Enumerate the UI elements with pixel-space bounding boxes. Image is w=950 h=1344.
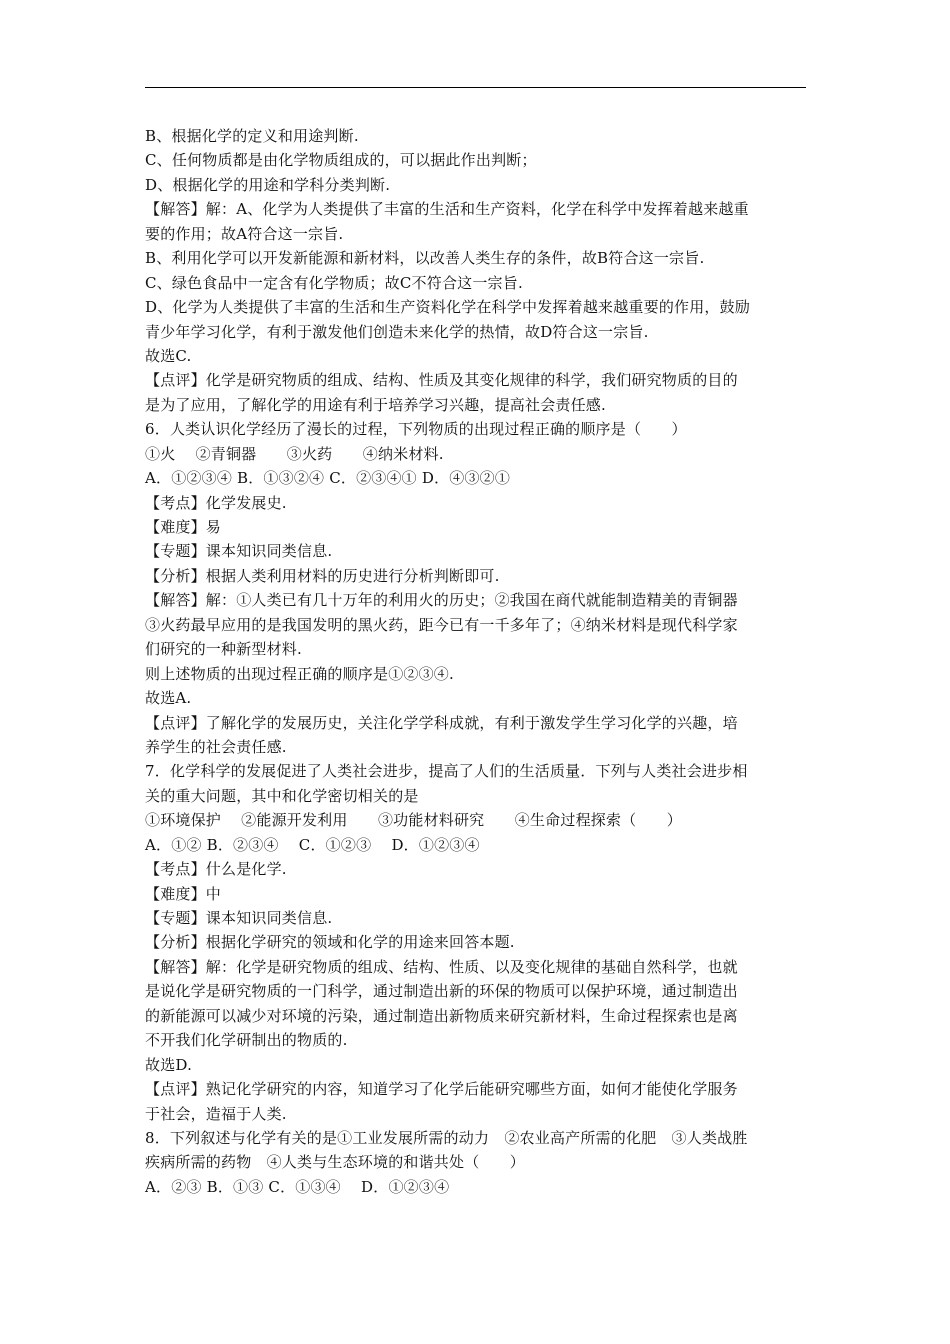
text-line: C、绿色食品中一定含有化学物质；故C不符合这一宗旨. [145,273,523,292]
text-line: A．①② B．②③④ C．①②③ D．①②③④ [145,835,480,854]
text-line: 们研究的一种新型材料. [145,640,302,659]
text-line: 8．下列叙述与化学有关的是①工业发展所需的动力 ②农业高产所需的化肥 ③人类战胜 [145,1128,748,1147]
document-body [145,124,810,1199]
text-line: 不开我们化学研制出的物质的. [145,1031,348,1050]
text-line: A．②③ B．①③ C．①③④ D．①②③④ [145,1177,450,1196]
text-line: 7．化学科学的发展促进了人类社会进步，提高了人们的生活质量．下列与人类社会进步相 [145,762,748,781]
text-line: 是说化学是研究物质的一门科学，通过制造出新的环保的物质可以保护环境，通过制造出 [145,982,738,1001]
text-line: 【点评】了解化学的发展历史，关注化学学科成就，有利于激发学生学习化学的兴趣，培 [145,713,738,732]
text-line: 6．人类认识化学经历了漫长的过程，下列物质的出现过程正确的顺序是（ ） [145,420,687,439]
text-line: 的新能源可以减少对环境的污染，通过制造出新物质来研究新材料，生命过程探索也是离 [145,1006,738,1025]
text-line: 【难度】中 [145,884,222,903]
text-line: 【难度】易 [145,518,222,536]
text-line: D、化学为人类提供了丰富的生活和生产资料化学在科学中发挥着越来越重要的作用，鼓励 [145,298,751,317]
text-line: B、根据化学的定义和用途判断. [145,127,359,145]
text-line: 【专题】课本知识同类信息. [145,542,333,561]
text-line: A．①②③④ B．①③②④ C．②③④① D．④③②① [145,469,511,488]
text-line: 关的重大问题，其中和化学密切相关的是 [145,786,419,805]
text-line: 故选C. [145,346,192,365]
text-line: 故选D. [145,1055,193,1074]
text-line: B、利用化学可以开发新能源和新材料，以改善人类生存的条件，故B符合这一宗旨. [145,249,705,268]
text-line: 养学生的社会责任感. [145,737,287,756]
text-line: D、根据化学的用途和学科分类判断. [145,175,391,194]
text-line: 【分析】根据人类利用材料的历史进行分析判断即可. [145,566,500,585]
text-line: 【解答】解：A、化学为人类提供了丰富的生活和生产资料，化学在科学中发挥着越来越重 [145,200,749,219]
text-line: ①环境保护 ②能源开发利用 ③功能材料研究 ④生命过程探索（ ） [145,811,682,830]
text-line: 是为了应用，了解化学的用途有利于培养学习兴趣，提高社会责任感. [145,395,606,414]
text-line: ③火药最早应用的是我国发明的黑火药，距今已有一千多年了；④纳米材料是现代科学家 [145,615,738,634]
text-line: C、任何物质都是由化学物质组成的，可以据此作出判断； [145,151,537,170]
text-line: 要的作用；故A符合这一宗旨. [145,224,344,243]
text-line: 青少年学习化学，有利于激发他们创造未来化学的热情，故D符合这一宗旨. [145,322,649,341]
text-line: 【考点】什么是化学. [145,860,287,879]
text-line: 【点评】化学是研究物质的组成、结构、性质及其变化规律的科学，我们研究物质的目的 [145,371,738,390]
text-line: 【解答】解：化学是研究物质的组成、结构、性质、以及变化规律的基础自然科学，也就 [145,957,738,976]
text-line: 疾病所需的药物 ④人类与生态环境的和谐共处（ ） [145,1153,526,1172]
text-line: 故选A. [145,689,192,708]
text-line: 【专题】课本知识同类信息. [145,909,333,927]
header-rule [145,87,806,88]
text-line: 于社会，造福于人类. [145,1104,287,1123]
text-line: 则上述物质的出现过程正确的顺序是①②③④. [145,664,454,683]
text-line: ①火 ②青铜器 ③火药 ④纳米材料. [145,444,444,463]
text-line: 【考点】化学发展史. [145,493,287,512]
text-line: 【解答】解：①人类已有几十万年的利用火的历史；②我国在商代就能制造精美的青铜器 [145,591,738,610]
text-line: 【分析】根据化学研究的领域和化学的用途来回答本题. [145,933,515,952]
text-line: 【点评】熟记化学研究的内容，知道学习了化学后能研究哪些方面，如何才能使化学服务 [145,1080,738,1099]
